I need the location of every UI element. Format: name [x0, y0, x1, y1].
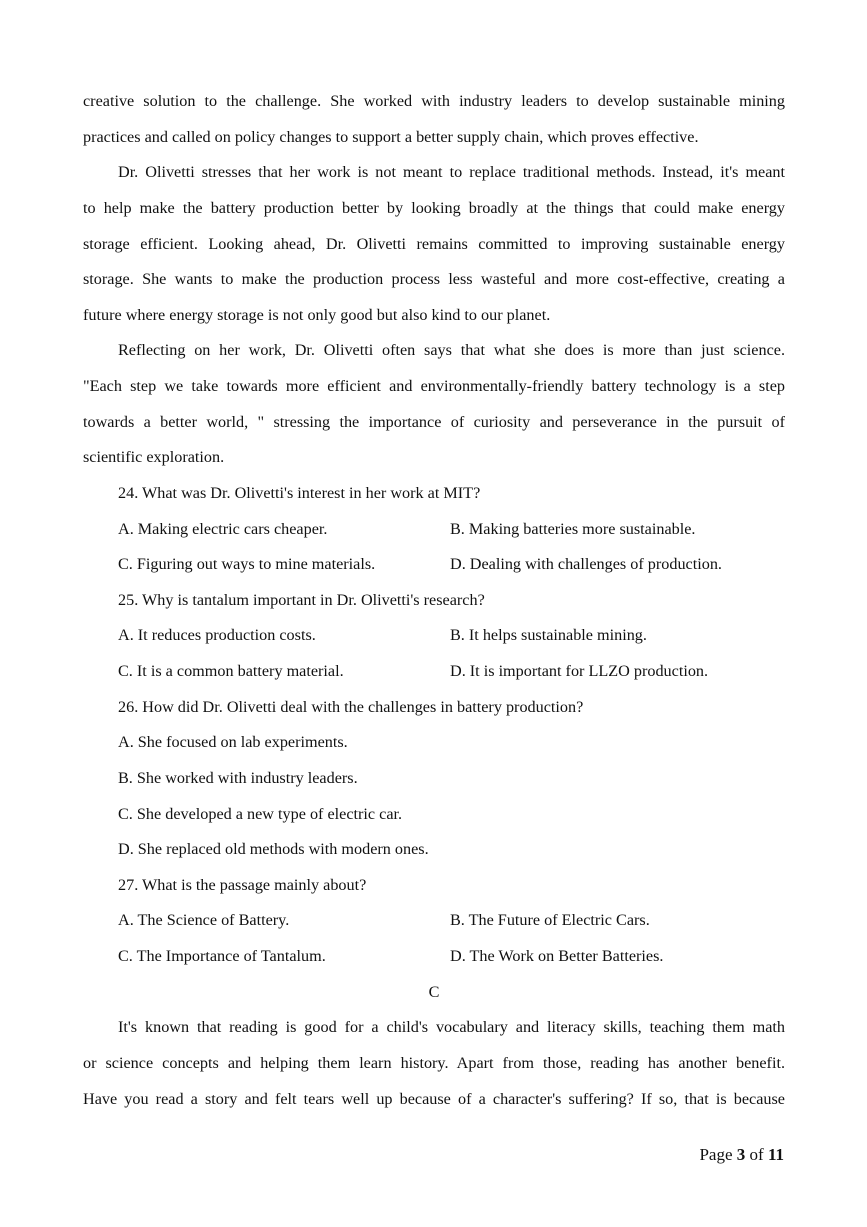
paragraph-line: storage efficient. Looking ahead, Dr. Olivetti remains committed to improving sustainable energy	[83, 234, 785, 253]
paragraph-line: practices and called on policy changes to support a better supply chain, which proves effective.	[83, 127, 699, 146]
answer-option: B. It helps sustainable mining.	[450, 626, 647, 645]
page-number: 3	[736, 1145, 746, 1164]
option-row	[83, 618, 785, 654]
answer-option: A. The Science of Battery.	[118, 911, 290, 930]
paragraph-line: to help make the battery production better by looking broadly at the things that could make energy	[83, 198, 785, 217]
question-stem: 27. What is the passage mainly about?	[118, 875, 367, 894]
section-heading: C	[428, 982, 440, 1001]
paragraph-line: storage. She wants to make the production process less wasteful and more cost-effective, creating a	[83, 270, 785, 289]
paragraph-line: towards a better world, " stressing the importance of curiosity and perseverance in the pursuit of	[83, 412, 785, 431]
question-stem: 26. How did Dr. Olivetti deal with the challenges in battery production?	[118, 697, 584, 716]
answer-option: D. The Work on Better Batteries.	[450, 947, 664, 965]
page-label: Page	[699, 1145, 733, 1164]
paragraph-line: scientific exploration.	[83, 448, 225, 467]
paragraph-line: or science concepts and helping them learn history. Apart from those, reading has another benefit.	[83, 1053, 785, 1072]
answer-option: A. She focused on lab experiments.	[118, 733, 348, 752]
document-body	[83, 84, 785, 1117]
option-row	[83, 903, 785, 939]
answer-option: D. It is important for LLZO production.	[450, 662, 709, 680]
option-row	[83, 939, 785, 975]
answer-option: D. Dealing with challenges of production.	[450, 555, 722, 574]
answer-option: B. Making batteries more sustainable.	[450, 519, 696, 538]
answer-option: A. It reduces production costs.	[118, 626, 316, 645]
question-stem: 24. What was Dr. Olivetti's interest in her work at MIT?	[118, 483, 481, 502]
page-footer	[699, 1145, 784, 1165]
answer-option: B. She worked with industry leaders.	[118, 768, 358, 787]
of-label: of	[749, 1145, 764, 1164]
answer-option: C. She developed a new type of electric car.	[118, 804, 403, 823]
paragraph-line: Reflecting on her work, Dr. Olivetti often says that what she does is more than just science.	[118, 341, 785, 360]
paragraph-line: Have you read a story and felt tears well up because of a character's suffering? If so, that is because	[83, 1089, 785, 1108]
answer-option: B. The Future of Electric Cars.	[450, 911, 650, 930]
option-row	[83, 512, 785, 548]
paragraph-line: creative solution to the challenge. She worked with industry leaders to develop sustainable mining	[83, 92, 785, 110]
option-row	[83, 654, 785, 690]
answer-option: C. The Importance of Tantalum.	[118, 947, 326, 965]
paragraph-line: Dr. Olivetti stresses that her work is not meant to replace traditional methods. Instead, it's meant	[118, 163, 785, 182]
answer-option: C. Figuring out ways to mine materials.	[118, 555, 376, 574]
total-pages: 11	[767, 1145, 784, 1164]
question-stem: 25. Why is tantalum important in Dr. Olivetti's research?	[118, 590, 485, 609]
answer-option: C. It is a common battery material.	[118, 662, 344, 680]
answer-option: D. She replaced old methods with modern ones.	[118, 840, 429, 859]
paragraph-line: It's known that reading is good for a child's vocabulary and literacy skills, teaching them math	[118, 1018, 785, 1037]
option-row	[83, 547, 785, 583]
paragraph-line: "Each step we take towards more efficient and environmentally-friendly battery technology is a step	[83, 377, 785, 395]
paragraph-line: future where energy storage is not only good but also kind to our planet.	[83, 305, 551, 324]
answer-option: A. Making electric cars cheaper.	[118, 519, 328, 538]
